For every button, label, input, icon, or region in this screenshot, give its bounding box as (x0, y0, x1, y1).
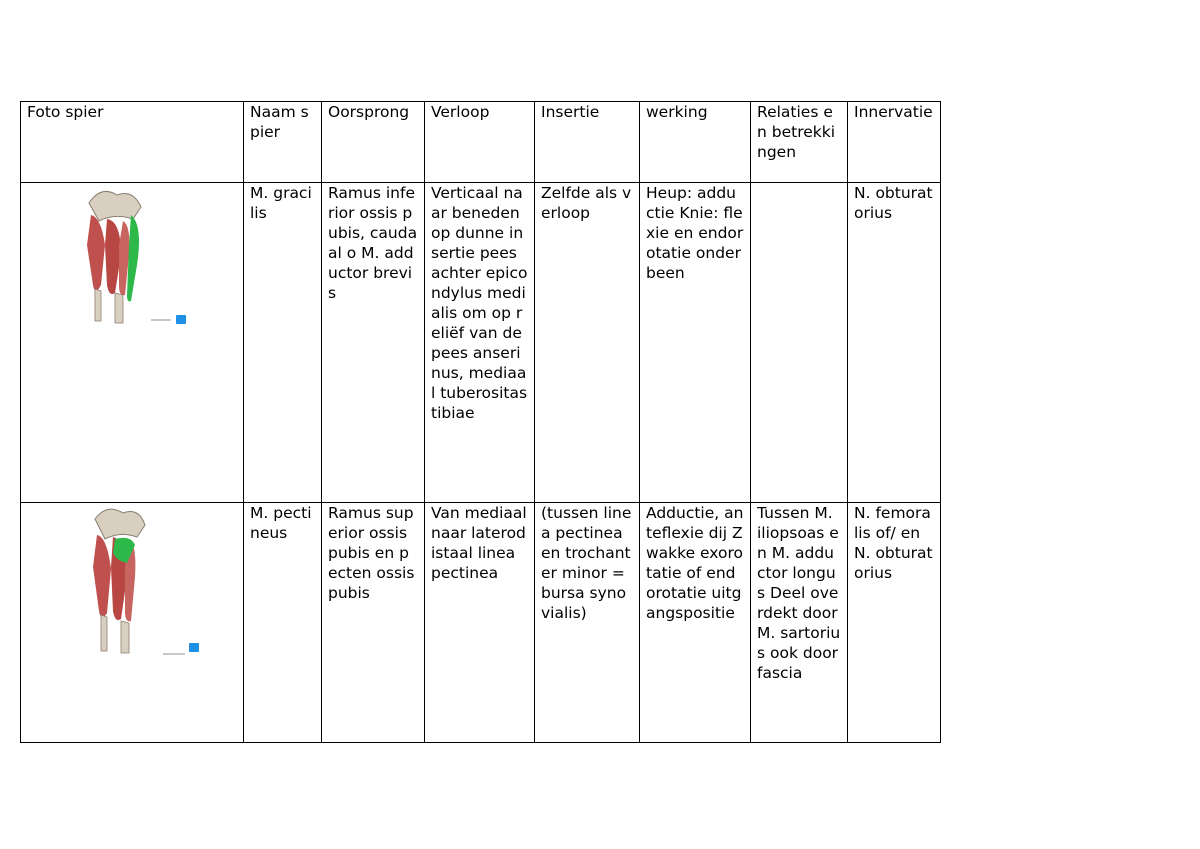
muscle-table (20, 101, 941, 743)
cell-verloop: Van mediaal naar laterodistaal linea pectinea (425, 503, 535, 743)
header-insertie: Insertie (535, 102, 640, 183)
header-naam: Naam spier (244, 102, 322, 183)
cell-werking: Adductie, anteflexie dij Zwakke exorotatie of endorotatie uitgangspositie (640, 503, 751, 743)
cell-relaties: Tussen M. iliopsoas en M. adductor longus Deel overdekt door M. sartorius ook door fascia (751, 503, 848, 743)
table-row (21, 503, 941, 743)
header-relaties: Relaties en betrekkingen (751, 102, 848, 183)
cell-oorsprong: Ramus superior ossis pubis en pecten ossis pubis (322, 503, 425, 743)
cell-insertie: Zelfde als verloop (535, 183, 640, 503)
header-werking: werking (640, 102, 751, 183)
image-caption-mark (163, 653, 185, 655)
header-oorsprong: Oorsprong (322, 102, 425, 183)
cell-oorsprong: Ramus inferior ossis pubis, caudaal o M. adductor brevis (322, 183, 425, 503)
cell-relaties (751, 183, 848, 503)
image-button-icon (176, 315, 186, 324)
header-innervatie: Innervatie (848, 102, 941, 183)
table-header-row (21, 102, 941, 183)
image-button-icon (189, 643, 199, 652)
photo-cell (21, 183, 244, 503)
header-verloop: Verloop (425, 102, 535, 183)
cell-innervatie: N. obturatorius (848, 183, 941, 503)
photo-cell (21, 503, 244, 743)
cell-naam: M. pectineus (244, 503, 322, 743)
image-caption-mark (151, 319, 171, 321)
cell-innervatie: N. femoralis of/ en N. obturatorius (848, 503, 941, 743)
header-foto: Foto spier (21, 102, 244, 183)
cell-verloop: Verticaal naar beneden op dunne insertie pees achter epicondylus medialis om op reliëf van de pees anserinus, mediaal tuberositas tibiae (425, 183, 535, 503)
cell-insertie: (tussen linea pectinea en trochanter minor = bursa synovialis) (535, 503, 640, 743)
pectineus-anatomy-image (81, 505, 191, 655)
cell-werking: Heup: adductie Knie: flexie en endorotatie onderbeen (640, 183, 751, 503)
table-row (21, 183, 941, 503)
cell-naam: M. gracilis (244, 183, 322, 503)
gracilis-anatomy-image (71, 185, 181, 325)
